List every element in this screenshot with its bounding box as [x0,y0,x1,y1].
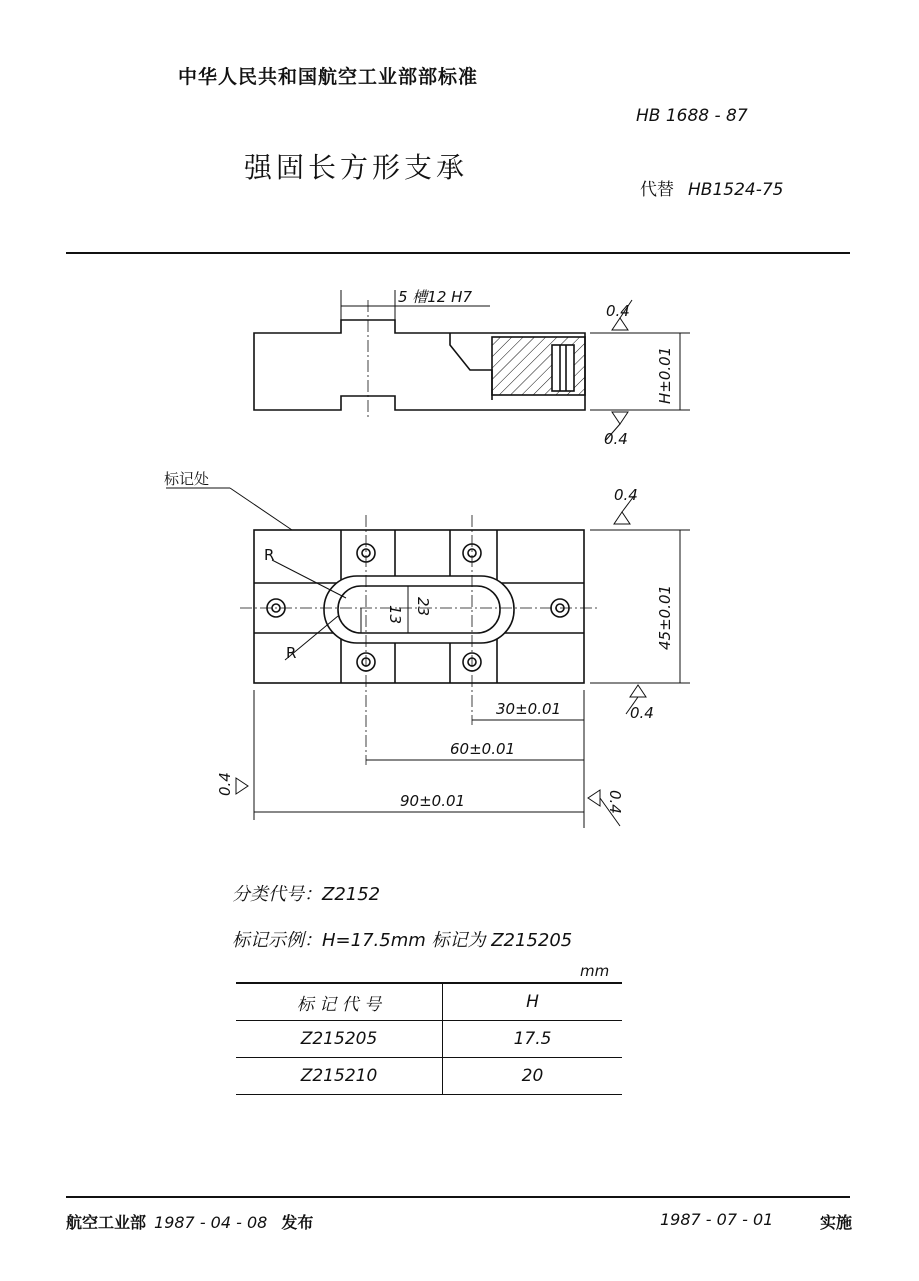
classification-code: 分类代号：Z2152 [232,884,381,905]
table-row [236,1021,622,1058]
replaces-code: HB1524-75 [688,180,784,200]
cell-code: Z215205 [236,1021,443,1058]
dimension-23: 23 [414,597,432,617]
effective-label: 实施 [820,1213,853,1232]
slot-callout: 5 槽12 H7 [398,288,472,306]
standard-organization: 中华人民共和国航空工业部部标准 [178,66,479,88]
cell-h: 17.5 [513,1029,552,1049]
dimension-90: 90±0.01 [400,792,466,810]
document-title: 强固长方形支承 [244,151,469,184]
roughness-top-plan: 0.4 [614,486,638,504]
table-header-row [236,983,622,1021]
roughness-left-end: 0.4 [216,772,234,796]
table-row [236,1058,622,1095]
replaces-label: 代替 [640,180,674,200]
dimension-60: 60±0.01 [450,740,516,758]
dimension-30: 30±0.01 [496,700,562,718]
top-view [166,488,690,828]
cell-h: 20 [521,1066,544,1086]
issue-info [66,1210,313,1233]
specification-table [236,982,622,1095]
standard-code: HB 1688 - 87 [636,106,748,126]
issue-label: 发布 [281,1213,314,1232]
table-unit: mm [580,962,610,980]
dimension-13: 13 [386,605,404,625]
roughness-top-side: 0.4 [606,302,630,320]
issue-date: 1987 - 04 - 08 [154,1213,268,1232]
issuer: 航空工业部 [66,1213,147,1232]
height-dimension: H±0.01 [656,346,674,404]
effective-date: 1987 - 07 - 01 [660,1210,774,1229]
roughness-bottom-side: 0.4 [604,430,628,448]
marking-example: 标记示例：H=17.5mm 标记为 Z215205 [232,930,573,951]
roughness-right-end: 0.4 [606,790,624,814]
footer-divider [66,1196,850,1198]
marking-location-label: 标记处 [164,470,210,488]
header-marking-code: 标 记 代 号 [236,983,443,1021]
cell-code: Z215210 [236,1058,443,1095]
header-h: H [526,992,539,1012]
dimension-45: 45±0.01 [656,584,674,650]
radius-label-top: R [264,546,275,564]
roughness-right-plan: 0.4 [630,704,654,722]
radius-label-bottom: R [286,644,297,662]
